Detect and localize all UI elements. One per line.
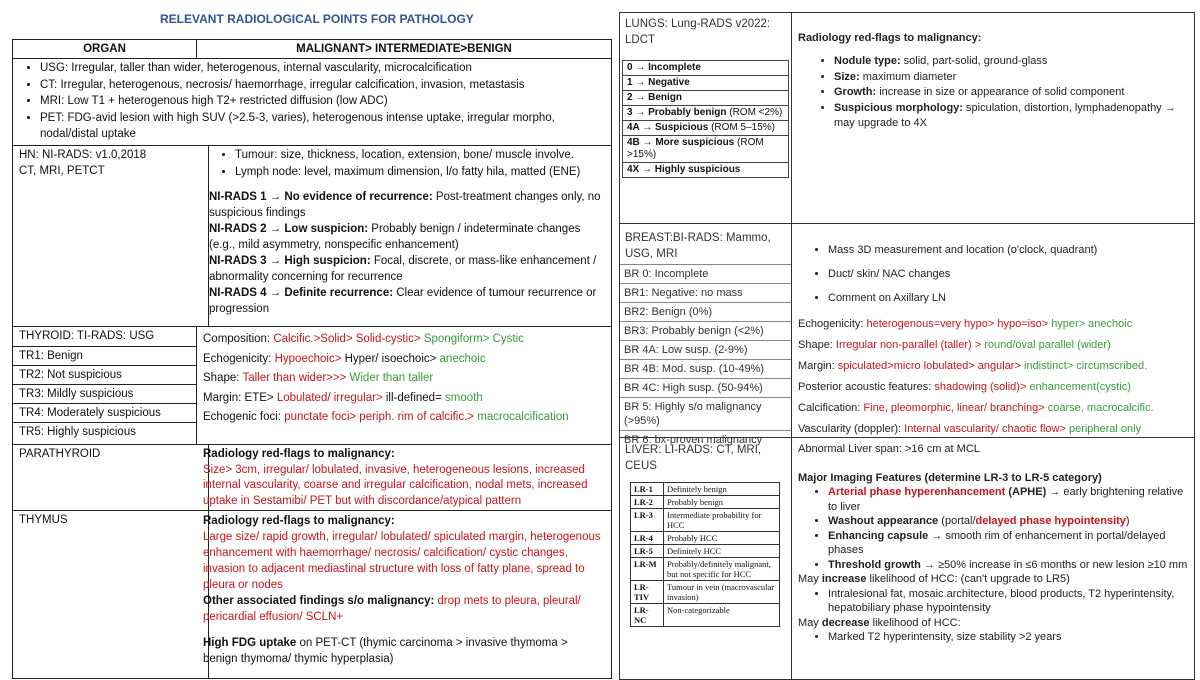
birads-3: BR3: Probably benign (<2%) xyxy=(620,321,791,340)
breast-section xyxy=(620,223,1194,446)
lirads-code: LR-3 xyxy=(631,509,664,532)
breast-bullet-mass: • Mass 3D measurement and location (o'clock, quadrant) xyxy=(828,238,1194,262)
hn-row xyxy=(13,145,611,326)
nirads-1: NI-RADS 1 → No evidence of recurrence: Post-treatment changes only, no suspicious findings xyxy=(209,191,601,219)
nirads-2: NI-RADS 2 → Low suspicion: Probably benign / indeterminate changes (e.g., mild asymmetry, nonspecific enhancement) xyxy=(209,223,581,251)
thyroid-detail xyxy=(197,327,611,431)
liver-threshold-growth: • Threshold growth → ≥50% increase in ≤6 months or new lesion ≥10 mm xyxy=(828,558,1194,573)
lirads-desc: Probably/definitely malignant, but not specific for HCC xyxy=(664,558,780,581)
lungs-organ: LUNGS: Lung-RADS v2022: LDCT xyxy=(625,18,771,46)
lirads-desc: Probably benign xyxy=(664,496,780,509)
parathyroid-heading: Radiology red-flags to malignancy: xyxy=(203,448,395,460)
birads-0: BR 0: Incomplete xyxy=(620,264,791,283)
lirads-row xyxy=(631,545,780,558)
lungs-size: • Size: maximum diameter xyxy=(834,70,1194,86)
lirads-row xyxy=(631,509,780,532)
lungs-heading: Radiology red-flags to malignancy: xyxy=(798,32,982,44)
pathology-table xyxy=(12,39,612,679)
breast-bullet-duct: • Duct/ skin/ NAC changes xyxy=(828,262,1194,286)
lirads-code: LR-1 xyxy=(631,483,664,496)
thymus-text: Large size/ rapid growth, irregular/ lobulated/ spiculated margin, heterogenous enhancement with haemorrhage/ necrosis/ calcification/ cystic changes, invasion to adjacent mediastinal structure with loss of fatty plane, spread to pleura or nodes xyxy=(203,531,601,591)
liver-span: Abnormal Liver span: >16 cm at MCL xyxy=(798,443,980,455)
hn-detail xyxy=(197,146,611,317)
lungs-detail xyxy=(792,31,1194,132)
breast-organ: BREAST:BI-RADS: Mammo, USG, MRI xyxy=(625,232,771,260)
tr5: TR5: Highly suspicious xyxy=(13,422,196,441)
lungs-morphology: • Suspicious morphology: spiculation, distortion, lymphadenopathy → may upgrade to 4X xyxy=(834,101,1194,132)
tr2: TR2: Not suspicious xyxy=(13,365,196,384)
lirads-code: LR-M xyxy=(631,558,664,581)
breast-echogenicity: Echogenicity: heterogenous=very hypo> hypo=iso> hyper> anechoic xyxy=(798,318,1133,330)
liver-major-heading: Major Imaging Features (determine LR-3 to LR-5 category) xyxy=(798,471,1102,484)
birads-6: BR 6: bx-proven malignancy xyxy=(620,430,791,449)
organ-header: ORGAN xyxy=(13,40,197,58)
breast-shape: Shape: Irregular non-parallel (taller) > round/oval parallel (wider) xyxy=(798,339,1111,351)
parathyroid-organ: PARATHYROID xyxy=(13,445,209,510)
breast-detail xyxy=(792,238,1194,440)
lungrads-0: 0 → Incomplete xyxy=(627,62,701,73)
birads-5: BR 5: Highly s/o malignancy (>95%) xyxy=(620,397,791,430)
birads-4b: BR 4B: Mod. susp. (10-49%) xyxy=(620,359,791,378)
lirads-desc: Probably HCC xyxy=(664,532,780,545)
liver-washout: • Washout appearance (portal/delayed phase hypointensity) xyxy=(828,514,1194,529)
nirads-4: NI-RADS 4 → Definite recurrence: Clear evidence of tumour recurrence or progression xyxy=(209,287,597,315)
grade-header: MALIGNANT> INTERMEDIATE>BENIGN xyxy=(296,43,512,55)
lungrads-1: 1 → Negative xyxy=(623,75,788,90)
lungrads-4b: 4B → More suspicious (ROM >15%) xyxy=(623,135,788,162)
hn-organ-line2: CT, MRI, PETCT xyxy=(19,164,105,177)
thymus-fdg: High FDG uptake on PET-CT (thymic carcinoma > invasive thymoma > benign thymoma/ thymic hyperplasia) xyxy=(203,637,568,665)
lirads-desc: Tumour in vein (macrovascular invasion) xyxy=(664,581,780,604)
parathyroid-detail xyxy=(197,445,611,511)
liver-organ: LIVER: LI-RADS: CT, MRI, CEUS xyxy=(625,444,762,472)
thyroid-composition: Composition: Calcific.>Solid> Solid-cystic> Spongiform> Cystic xyxy=(203,333,524,345)
lirads-table xyxy=(630,482,780,627)
lungrads-3: 3 → Probably benign (ROM <2%) xyxy=(623,105,788,120)
birads-4c: BR 4C: High susp. (50-94%) xyxy=(620,378,791,397)
birads-4a: BR 4A: Low susp. (2-9%) xyxy=(620,340,791,359)
thyroid-foci: Echogenic foci: punctate foci> periph. rim of calcific.> macrocalcification xyxy=(203,411,569,423)
thymus-organ: THYMUS xyxy=(13,511,209,678)
general-pet: • PET: FDG-avid lesion with high SUV (>2.5-3, varies), heterogenous intense uptake, irregular morpho, nodal/distal uptake xyxy=(40,110,611,143)
thyroid-organ xyxy=(13,327,197,444)
thymus-heading: Radiology red-flags to malignancy: xyxy=(203,515,395,527)
lirads-row xyxy=(631,483,780,496)
page-title: RELEVANT RADIOLOGICAL POINTS FOR PATHOLOGY xyxy=(160,12,474,26)
lirads-row xyxy=(631,558,780,581)
liver-aphe: • Arterial phase hyperenhancement (APHE) → early brightening relative to liver xyxy=(828,485,1194,514)
lungrads-categories xyxy=(622,60,789,178)
liver-capsule: • Enhancing capsule → smooth rim of enhancement in portal/delayed phases xyxy=(828,529,1194,558)
liver-increase: May increase likelihood of HCC: (can't upgrade to LR5) xyxy=(798,573,1070,585)
liver-decrease-bullet: • Marked T2 hyperintensity, size stability >2 years xyxy=(828,630,1194,645)
lirads-row xyxy=(631,581,780,604)
thyroid-organ-title: THYROID: TI-RADS: USG xyxy=(19,330,155,342)
birads-1: BR1: Negative: no mass xyxy=(620,283,791,302)
lirads-code: LR-2 xyxy=(631,496,664,509)
thyroid-margin: Margin: ETE> Lobulated/ irregular> ill-defined= smooth xyxy=(203,391,483,404)
liver-increase-bullet: • Intralesional fat, mosaic architecture, blood products, T2 hyperintensity, hepatobiliary phase hypointensity xyxy=(828,587,1194,616)
breast-calcification: Calcification: Fine, pleomorphic, linear/ branching> coarse, macrocalcific. xyxy=(798,402,1154,414)
lungs-growth: • Growth: increase in size or appearance of solid component xyxy=(834,85,1194,101)
lirads-desc: Intermediate probability for HCC xyxy=(664,509,780,532)
lirads-code: LR-TIV xyxy=(631,581,664,604)
parathyroid-text: Size> 3cm, irregular/ lobulated, invasive, heterogeneous lesions, increased internal vascularity, coarse and irregular calcification, nodal mets, increased uptake in Sestamibi/ PET but with discordance/atypical pattern xyxy=(203,463,588,507)
lirads-row xyxy=(631,604,780,627)
tr3: TR3: Mildly suspicious xyxy=(13,384,196,403)
general-row xyxy=(13,58,611,145)
hn-organ xyxy=(13,146,209,326)
lirads-desc: Non-categorizable xyxy=(664,604,780,627)
table-header-row xyxy=(13,40,611,58)
hn-bullet-node: • Lymph node: level, maximum dimension, l/o fatty hila, matted (ENE) xyxy=(235,164,605,181)
lungrads-4x: 4X → Highly suspicious xyxy=(623,162,788,177)
rads-table xyxy=(619,12,1195,680)
thyroid-echogenicity: Echogenicity: Hypoechoic> Hyper/ isoechoic> anechoic xyxy=(203,352,486,365)
tr4: TR4: Moderately suspicious xyxy=(13,403,196,422)
liver-decrease: May decrease likelihood of HCC: xyxy=(798,616,961,629)
thymus-row xyxy=(13,510,611,678)
lungs-section xyxy=(620,13,1194,213)
breast-bullet-axillary: • Comment on Axillary LN xyxy=(828,286,1194,310)
birads-2: BR2: Benign (0%) xyxy=(620,302,791,321)
lirads-desc: Definitely HCC xyxy=(664,545,780,558)
breast-posterior: Posterior acoustic features: shadowing (solid)> enhancement(cystic) xyxy=(798,381,1131,393)
lirads-code: LR-4 xyxy=(631,532,664,545)
hn-organ-line1: HN: NI-RADS: v1.0,2018 xyxy=(19,149,147,161)
parathyroid-row xyxy=(13,444,611,510)
general-usg: • USG: Irregular, taller than wider, heterogenous, internal vascularity, microcalcification xyxy=(40,60,611,77)
breast-margin: Margin: spiculated>micro lobulated> angular> indistinct> circumscribed. xyxy=(798,360,1148,372)
lirads-code: LR-5 xyxy=(631,545,664,558)
lungs-nodule-type: • Nodule type: solid, part-solid, ground-glass xyxy=(834,54,1194,70)
lirads-row xyxy=(631,496,780,509)
thymus-other: Other associated findings s/o malignancy: drop mets to pleura, pleural/ pericardial effusion/ SCLN+ xyxy=(203,595,581,623)
general-ct: • CT: Irregular, heterogenous, necrosis/ haemorrhage, irregular calcification, invasion, metastasis xyxy=(40,77,611,94)
lirads-row xyxy=(631,532,780,545)
lungrads-4a: 4A → Suspicious (ROM 5–15%) xyxy=(623,120,788,135)
thymus-detail xyxy=(197,511,611,669)
breast-vascularity: Vascularity (doppler): Internal vascularity/ chaotic flow> peripheral only xyxy=(798,423,1142,435)
liver-detail xyxy=(792,442,1194,645)
nirads-3: NI-RADS 3 → High suspicion: Focal, discrete, or mass-like enhancement / abnormality concerning for recurrence xyxy=(209,255,597,283)
thyroid-row xyxy=(13,326,611,444)
thyroid-shape: Shape: Taller than wider>>> Wider than taller xyxy=(203,372,434,384)
hn-bullet-tumour: • Tumour: size, thickness, location, extension, bone/ muscle involve. xyxy=(235,147,605,164)
lirads-desc: Definitely benign xyxy=(664,483,780,496)
general-mri: • MRI: Low T1 + heterogenous high T2+ restricted diffusion (low ADC) xyxy=(40,93,611,110)
lirads-code: LR-NC xyxy=(631,604,664,627)
liver-section xyxy=(620,437,1194,680)
tr1: TR1: Benign xyxy=(13,346,196,365)
lungrads-2: 2 → Benign xyxy=(623,90,788,105)
